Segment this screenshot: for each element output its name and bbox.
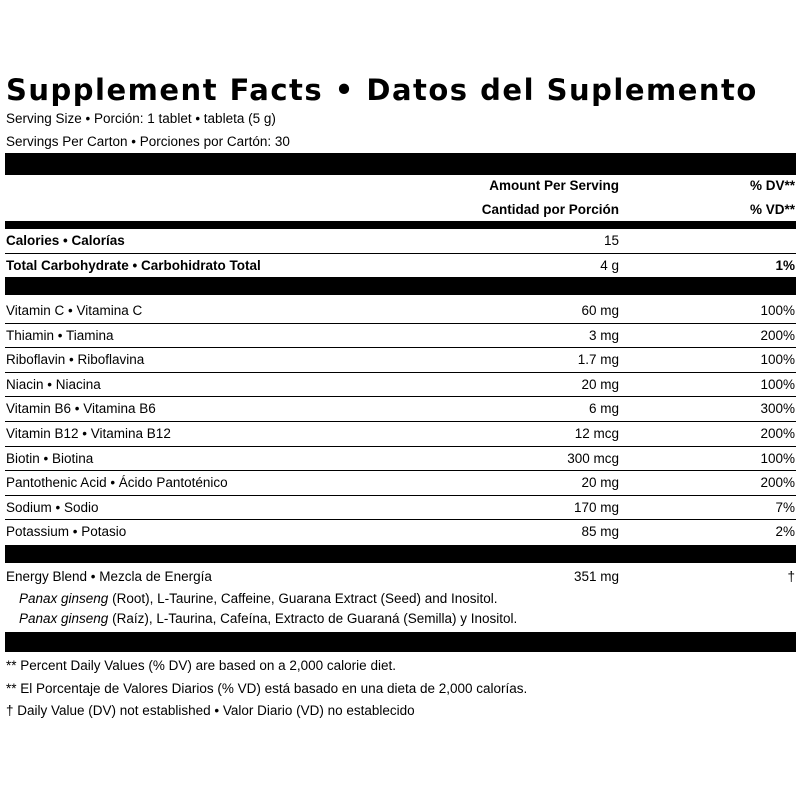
divider-bar [5, 221, 796, 229]
nutrient-amount: 20 mg [581, 376, 619, 392]
nutrient-dv: 300% [760, 401, 795, 417]
blend-ingredients-en [19, 590, 498, 608]
nutrient-name: Sodium • Sodio [6, 499, 99, 515]
blend-amount: 351 mg [573, 569, 619, 584]
nutrient-amount: 300 mcg [567, 450, 619, 466]
amount-header-es: Cantidad por Porción [481, 202, 619, 217]
row-rule [5, 323, 796, 324]
nutrient-name: Vitamin C • Vitamina C [6, 303, 143, 318]
nutrient-name: Vitamin B6 • Vitamina B6 [6, 401, 156, 417]
blend-italic-es: Panax ginseng [19, 611, 109, 626]
page-title: Supplement Facts • Datos del Suplemento [6, 73, 758, 107]
nutrient-amount: 85 mg [581, 524, 619, 540]
nutrient-dv: 200% [760, 475, 795, 491]
row-rule [5, 372, 796, 373]
macro-name: Calories • Calorías [6, 233, 125, 248]
nutrient-dv: 200% [760, 327, 795, 343]
row-rule [5, 470, 796, 471]
nutrient-dv: 7% [775, 499, 795, 515]
nutrient-amount: 6 mg [588, 401, 619, 417]
servings-per-carton: Servings Per Carton • Porciones por Cartón: 30 [6, 134, 290, 149]
row-rule [5, 253, 796, 254]
nutrient-dv: 100% [760, 450, 795, 466]
dv-header-es: % VD** [749, 202, 795, 217]
row-rule [5, 347, 796, 348]
dv-header-en: % DV** [749, 178, 795, 193]
nutrient-dv: 100% [760, 303, 795, 318]
blend-dv: † [787, 569, 795, 584]
nutrient-amount: 170 mg [573, 499, 619, 515]
divider-bar [5, 277, 796, 295]
row-rule [5, 495, 796, 496]
serving-size: Serving Size • Porción: 1 tablet • tableta (5 g) [6, 111, 276, 126]
row-rule [5, 396, 796, 397]
nutrient-dv: 100% [760, 376, 795, 392]
macro-amount: 15 [603, 233, 619, 248]
nutrient-name: Biotin • Biotina [6, 450, 94, 466]
nutrient-name: Vitamin B12 • Vitamina B12 [6, 426, 171, 441]
nutrient-dv: 100% [760, 352, 795, 368]
nutrient-amount: 3 mg [588, 327, 619, 343]
footnote: ** El Porcentaje de Valores Diarios (% VD) está basado en una dieta de 2,000 calorías. [6, 681, 528, 696]
nutrient-dv: 200% [760, 426, 795, 441]
nutrient-name: Niacin • Niacina [6, 376, 101, 392]
row-rule [5, 446, 796, 447]
nutrient-name: Pantothenic Acid • Ácido Pantoténico [6, 475, 228, 491]
blend-name: Energy Blend • Mezcla de Energía [6, 569, 212, 584]
nutrient-amount: 60 mg [581, 303, 619, 318]
blend-italic-en: Panax ginseng [19, 591, 109, 606]
macro-name: Total Carbohydrate • Carbohidrato Total [6, 258, 261, 273]
divider-bar [5, 153, 796, 175]
nutrient-amount: 1.7 mg [577, 352, 619, 368]
nutrient-amount: 20 mg [581, 475, 619, 491]
nutrient-amount: 12 mcg [574, 426, 619, 441]
blend-ingredients-es [19, 610, 517, 628]
amount-header-en: Amount Per Serving [489, 178, 619, 193]
divider-bar [5, 545, 796, 563]
nutrient-name: Riboflavin • Riboflavina [6, 352, 145, 368]
blend-rest-es: (Raíz), L-Taurina, Cafeína, Extracto de Guaraná (Semilla) y Inositol. [108, 611, 518, 626]
nutrient-name: Thiamin • Tiamina [6, 327, 114, 343]
row-rule [5, 519, 796, 520]
blend-rest-en: (Root), L-Taurine, Caffeine, Guarana Extract (Seed) and Inositol. [108, 591, 498, 606]
divider-bar [5, 632, 796, 652]
footnote: † Daily Value (DV) not established • Valor Diario (VD) no establecido [6, 703, 415, 718]
nutrient-name: Potassium • Potasio [6, 524, 127, 540]
row-rule [5, 421, 796, 422]
footnote: ** Percent Daily Values (% DV) are based on a 2,000 calorie diet. [6, 658, 396, 673]
macro-amount: 4 g [600, 258, 619, 273]
macro-dv: 1% [775, 258, 795, 273]
nutrient-dv: 2% [775, 524, 795, 540]
